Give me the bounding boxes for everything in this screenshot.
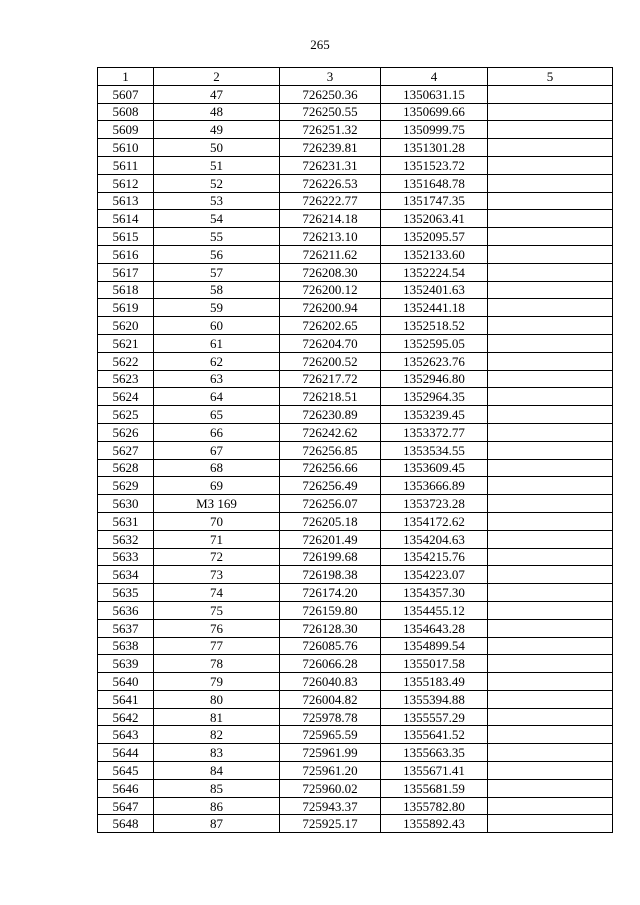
x-coordinate-cell: 726200.52 bbox=[280, 352, 381, 370]
table-row bbox=[98, 815, 613, 833]
note-cell bbox=[488, 512, 613, 530]
y-coordinate-cell: 1352133.60 bbox=[381, 245, 488, 263]
point-number-cell: 58 bbox=[154, 281, 280, 299]
y-coordinate-cell: 1352595.05 bbox=[381, 334, 488, 352]
y-coordinate-cell: 1355892.43 bbox=[381, 815, 488, 833]
y-coordinate-cell: 1352964.35 bbox=[381, 388, 488, 406]
table-row bbox=[98, 317, 613, 335]
table-row bbox=[98, 744, 613, 762]
y-coordinate-cell: 1352946.80 bbox=[381, 370, 488, 388]
point-number-cell: 49 bbox=[154, 121, 280, 139]
note-cell bbox=[488, 708, 613, 726]
y-coordinate-cell: 1354223.07 bbox=[381, 566, 488, 584]
x-coordinate-cell: 726205.18 bbox=[280, 512, 381, 530]
table-row bbox=[98, 334, 613, 352]
row-number-cell: 5637 bbox=[98, 619, 154, 637]
row-number-cell: 5609 bbox=[98, 121, 154, 139]
table-header bbox=[98, 68, 613, 86]
point-number-cell: 56 bbox=[154, 245, 280, 263]
note-cell bbox=[488, 174, 613, 192]
table-row bbox=[98, 797, 613, 815]
point-number-cell: 69 bbox=[154, 477, 280, 495]
point-number-cell: 50 bbox=[154, 139, 280, 157]
row-number-cell: 5632 bbox=[98, 530, 154, 548]
point-number-cell: 84 bbox=[154, 762, 280, 780]
table-row bbox=[98, 423, 613, 441]
y-coordinate-cell: 1355394.88 bbox=[381, 690, 488, 708]
note-cell bbox=[488, 245, 613, 263]
column-header-2: 2 bbox=[154, 68, 280, 86]
x-coordinate-cell: 726222.77 bbox=[280, 192, 381, 210]
table-row bbox=[98, 548, 613, 566]
row-number-cell: 5646 bbox=[98, 779, 154, 797]
table-row bbox=[98, 708, 613, 726]
x-coordinate-cell: 726198.38 bbox=[280, 566, 381, 584]
point-number-cell: 51 bbox=[154, 156, 280, 174]
x-coordinate-cell: 726217.72 bbox=[280, 370, 381, 388]
row-number-cell: 5648 bbox=[98, 815, 154, 833]
point-number-cell: 59 bbox=[154, 299, 280, 317]
point-number-cell: 80 bbox=[154, 690, 280, 708]
y-coordinate-cell: 1352441.18 bbox=[381, 299, 488, 317]
row-number-cell: 5643 bbox=[98, 726, 154, 744]
y-coordinate-cell: 1353723.28 bbox=[381, 495, 488, 513]
y-coordinate-cell: 1353609.45 bbox=[381, 459, 488, 477]
x-coordinate-cell: 726256.66 bbox=[280, 459, 381, 477]
point-number-cell: 55 bbox=[154, 228, 280, 246]
y-coordinate-cell: 1354172.62 bbox=[381, 512, 488, 530]
row-number-cell: 5638 bbox=[98, 637, 154, 655]
point-number-cell: 61 bbox=[154, 334, 280, 352]
note-cell bbox=[488, 228, 613, 246]
y-coordinate-cell: 1355671.41 bbox=[381, 762, 488, 780]
point-number-cell: 65 bbox=[154, 406, 280, 424]
point-number-cell: 83 bbox=[154, 744, 280, 762]
row-number-cell: 5635 bbox=[98, 584, 154, 602]
row-number-cell: 5645 bbox=[98, 762, 154, 780]
x-coordinate-cell: 726159.80 bbox=[280, 601, 381, 619]
table-row bbox=[98, 121, 613, 139]
table-row bbox=[98, 619, 613, 637]
point-number-cell: 85 bbox=[154, 779, 280, 797]
point-number-cell: 60 bbox=[154, 317, 280, 335]
row-number-cell: 5639 bbox=[98, 655, 154, 673]
row-number-cell: 5630 bbox=[98, 495, 154, 513]
row-number-cell: 5622 bbox=[98, 352, 154, 370]
table-row bbox=[98, 726, 613, 744]
x-coordinate-cell: 726256.49 bbox=[280, 477, 381, 495]
row-number-cell: 5618 bbox=[98, 281, 154, 299]
note-cell bbox=[488, 263, 613, 281]
row-number-cell: 5620 bbox=[98, 317, 154, 335]
x-coordinate-cell: 726231.31 bbox=[280, 156, 381, 174]
table-row bbox=[98, 299, 613, 317]
note-cell bbox=[488, 103, 613, 121]
y-coordinate-cell: 1355641.52 bbox=[381, 726, 488, 744]
point-number-cell: 75 bbox=[154, 601, 280, 619]
table-row bbox=[98, 85, 613, 103]
y-coordinate-cell: 1352224.54 bbox=[381, 263, 488, 281]
y-coordinate-cell: 1355183.49 bbox=[381, 673, 488, 691]
y-coordinate-cell: 1354455.12 bbox=[381, 601, 488, 619]
note-cell bbox=[488, 423, 613, 441]
row-number-cell: 5617 bbox=[98, 263, 154, 281]
x-coordinate-cell: 726239.81 bbox=[280, 139, 381, 157]
table-row bbox=[98, 477, 613, 495]
point-number-cell: 74 bbox=[154, 584, 280, 602]
row-number-cell: 5626 bbox=[98, 423, 154, 441]
y-coordinate-cell: 1351648.78 bbox=[381, 174, 488, 192]
point-number-cell: 81 bbox=[154, 708, 280, 726]
note-cell bbox=[488, 637, 613, 655]
note-cell bbox=[488, 156, 613, 174]
table-row bbox=[98, 281, 613, 299]
column-header-1: 1 bbox=[98, 68, 154, 86]
page-number: 265 bbox=[310, 37, 330, 52]
y-coordinate-cell: 1354215.76 bbox=[381, 548, 488, 566]
table-row bbox=[98, 192, 613, 210]
point-number-cell: 70 bbox=[154, 512, 280, 530]
row-number-cell: 5631 bbox=[98, 512, 154, 530]
note-cell bbox=[488, 388, 613, 406]
table-row bbox=[98, 673, 613, 691]
x-coordinate-cell: 726250.55 bbox=[280, 103, 381, 121]
column-header-4: 4 bbox=[381, 68, 488, 86]
note-cell bbox=[488, 601, 613, 619]
x-coordinate-cell: 726226.53 bbox=[280, 174, 381, 192]
row-number-cell: 5641 bbox=[98, 690, 154, 708]
point-number-cell: 71 bbox=[154, 530, 280, 548]
row-number-cell: 5629 bbox=[98, 477, 154, 495]
table-row bbox=[98, 584, 613, 602]
note-cell bbox=[488, 370, 613, 388]
row-number-cell: 5644 bbox=[98, 744, 154, 762]
x-coordinate-cell: 726174.20 bbox=[280, 584, 381, 602]
x-coordinate-cell: 726242.62 bbox=[280, 423, 381, 441]
table-row bbox=[98, 139, 613, 157]
row-number-cell: 5611 bbox=[98, 156, 154, 174]
point-number-cell: 62 bbox=[154, 352, 280, 370]
x-coordinate-cell: 726251.32 bbox=[280, 121, 381, 139]
note-cell bbox=[488, 459, 613, 477]
y-coordinate-cell: 1354357.30 bbox=[381, 584, 488, 602]
table-row bbox=[98, 156, 613, 174]
x-coordinate-cell: 726199.68 bbox=[280, 548, 381, 566]
table-row bbox=[98, 601, 613, 619]
x-coordinate-cell: 726204.70 bbox=[280, 334, 381, 352]
x-coordinate-cell: 726250.36 bbox=[280, 85, 381, 103]
y-coordinate-cell: 1353666.89 bbox=[381, 477, 488, 495]
y-coordinate-cell: 1352095.57 bbox=[381, 228, 488, 246]
x-coordinate-cell: 726214.18 bbox=[280, 210, 381, 228]
point-number-cell: 64 bbox=[154, 388, 280, 406]
table-row bbox=[98, 512, 613, 530]
note-cell bbox=[488, 797, 613, 815]
point-number-cell: 73 bbox=[154, 566, 280, 584]
row-number-cell: 5636 bbox=[98, 601, 154, 619]
note-cell bbox=[488, 139, 613, 157]
note-cell bbox=[488, 441, 613, 459]
x-coordinate-cell: 726208.30 bbox=[280, 263, 381, 281]
point-number-cell: 66 bbox=[154, 423, 280, 441]
y-coordinate-cell: 1355782.80 bbox=[381, 797, 488, 815]
table-row bbox=[98, 762, 613, 780]
y-coordinate-cell: 1350631.15 bbox=[381, 85, 488, 103]
y-coordinate-cell: 1355017.58 bbox=[381, 655, 488, 673]
y-coordinate-cell: 1352623.76 bbox=[381, 352, 488, 370]
x-coordinate-cell: 725925.17 bbox=[280, 815, 381, 833]
table-row bbox=[98, 459, 613, 477]
y-coordinate-cell: 1354899.54 bbox=[381, 637, 488, 655]
table-row bbox=[98, 103, 613, 121]
note-cell bbox=[488, 548, 613, 566]
note-cell bbox=[488, 566, 613, 584]
table-row bbox=[98, 690, 613, 708]
x-coordinate-cell: 726200.12 bbox=[280, 281, 381, 299]
row-number-cell: 5608 bbox=[98, 103, 154, 121]
row-number-cell: 5621 bbox=[98, 334, 154, 352]
x-coordinate-cell: 726202.65 bbox=[280, 317, 381, 335]
point-number-cell: 78 bbox=[154, 655, 280, 673]
y-coordinate-cell: 1352401.63 bbox=[381, 281, 488, 299]
x-coordinate-cell: 725978.78 bbox=[280, 708, 381, 726]
table-row bbox=[98, 530, 613, 548]
point-number-cell: 48 bbox=[154, 103, 280, 121]
x-coordinate-cell: 726256.85 bbox=[280, 441, 381, 459]
x-coordinate-cell: 726230.89 bbox=[280, 406, 381, 424]
x-coordinate-cell: 726218.51 bbox=[280, 388, 381, 406]
row-number-cell: 5619 bbox=[98, 299, 154, 317]
point-number-cell: 47 bbox=[154, 85, 280, 103]
note-cell bbox=[488, 210, 613, 228]
row-number-cell: 5640 bbox=[98, 673, 154, 691]
table-row bbox=[98, 566, 613, 584]
y-coordinate-cell: 1355663.35 bbox=[381, 744, 488, 762]
table-row bbox=[98, 406, 613, 424]
point-number-cell: 76 bbox=[154, 619, 280, 637]
row-number-cell: 5634 bbox=[98, 566, 154, 584]
note-cell bbox=[488, 477, 613, 495]
row-number-cell: 5613 bbox=[98, 192, 154, 210]
x-coordinate-cell: 725961.99 bbox=[280, 744, 381, 762]
point-number-cell: 67 bbox=[154, 441, 280, 459]
y-coordinate-cell: 1352063.41 bbox=[381, 210, 488, 228]
table-row bbox=[98, 637, 613, 655]
y-coordinate-cell: 1352518.52 bbox=[381, 317, 488, 335]
point-number-cell: МЗ 169 bbox=[154, 495, 280, 513]
note-cell bbox=[488, 85, 613, 103]
y-coordinate-cell: 1353534.55 bbox=[381, 441, 488, 459]
x-coordinate-cell: 726040.83 bbox=[280, 673, 381, 691]
x-coordinate-cell: 726213.10 bbox=[280, 228, 381, 246]
point-number-cell: 79 bbox=[154, 673, 280, 691]
table-row bbox=[98, 352, 613, 370]
x-coordinate-cell: 725943.37 bbox=[280, 797, 381, 815]
table-row bbox=[98, 779, 613, 797]
note-cell bbox=[488, 744, 613, 762]
y-coordinate-cell: 1353372.77 bbox=[381, 423, 488, 441]
x-coordinate-cell: 725960.02 bbox=[280, 779, 381, 797]
row-number-cell: 5625 bbox=[98, 406, 154, 424]
table-row bbox=[98, 388, 613, 406]
table-row bbox=[98, 263, 613, 281]
y-coordinate-cell: 1355681.59 bbox=[381, 779, 488, 797]
row-number-cell: 5623 bbox=[98, 370, 154, 388]
row-number-cell: 5614 bbox=[98, 210, 154, 228]
note-cell bbox=[488, 530, 613, 548]
note-cell bbox=[488, 619, 613, 637]
point-number-cell: 77 bbox=[154, 637, 280, 655]
note-cell bbox=[488, 334, 613, 352]
note-cell bbox=[488, 121, 613, 139]
x-coordinate-cell: 726201.49 bbox=[280, 530, 381, 548]
note-cell bbox=[488, 495, 613, 513]
x-coordinate-cell: 726066.28 bbox=[280, 655, 381, 673]
note-cell bbox=[488, 299, 613, 317]
x-coordinate-cell: 725961.20 bbox=[280, 762, 381, 780]
x-coordinate-cell: 726211.62 bbox=[280, 245, 381, 263]
y-coordinate-cell: 1355557.29 bbox=[381, 708, 488, 726]
note-cell bbox=[488, 352, 613, 370]
point-number-cell: 68 bbox=[154, 459, 280, 477]
table-body bbox=[98, 85, 613, 832]
header-row bbox=[98, 68, 613, 86]
table-row bbox=[98, 245, 613, 263]
row-number-cell: 5627 bbox=[98, 441, 154, 459]
y-coordinate-cell: 1351523.72 bbox=[381, 156, 488, 174]
y-coordinate-cell: 1350999.75 bbox=[381, 121, 488, 139]
row-number-cell: 5633 bbox=[98, 548, 154, 566]
x-coordinate-cell: 726200.94 bbox=[280, 299, 381, 317]
table-row bbox=[98, 441, 613, 459]
table-row bbox=[98, 655, 613, 673]
note-cell bbox=[488, 655, 613, 673]
note-cell bbox=[488, 726, 613, 744]
y-coordinate-cell: 1354204.63 bbox=[381, 530, 488, 548]
note-cell bbox=[488, 762, 613, 780]
point-number-cell: 63 bbox=[154, 370, 280, 388]
x-coordinate-cell: 726128.30 bbox=[280, 619, 381, 637]
point-number-cell: 57 bbox=[154, 263, 280, 281]
column-header-5: 5 bbox=[488, 68, 613, 86]
note-cell bbox=[488, 815, 613, 833]
note-cell bbox=[488, 192, 613, 210]
point-number-cell: 87 bbox=[154, 815, 280, 833]
row-number-cell: 5624 bbox=[98, 388, 154, 406]
note-cell bbox=[488, 584, 613, 602]
table-row bbox=[98, 370, 613, 388]
point-number-cell: 53 bbox=[154, 192, 280, 210]
row-number-cell: 5642 bbox=[98, 708, 154, 726]
table-row bbox=[98, 228, 613, 246]
row-number-cell: 5615 bbox=[98, 228, 154, 246]
row-number-cell: 5647 bbox=[98, 797, 154, 815]
x-coordinate-cell: 725965.59 bbox=[280, 726, 381, 744]
y-coordinate-cell: 1354643.28 bbox=[381, 619, 488, 637]
point-number-cell: 54 bbox=[154, 210, 280, 228]
column-header-3: 3 bbox=[280, 68, 381, 86]
note-cell bbox=[488, 317, 613, 335]
table-row bbox=[98, 210, 613, 228]
y-coordinate-cell: 1351301.28 bbox=[381, 139, 488, 157]
table-row bbox=[98, 174, 613, 192]
row-number-cell: 5610 bbox=[98, 139, 154, 157]
table-row bbox=[98, 495, 613, 513]
point-number-cell: 52 bbox=[154, 174, 280, 192]
note-cell bbox=[488, 779, 613, 797]
note-cell bbox=[488, 690, 613, 708]
coordinates-table bbox=[97, 67, 613, 833]
point-number-cell: 86 bbox=[154, 797, 280, 815]
y-coordinate-cell: 1350699.66 bbox=[381, 103, 488, 121]
x-coordinate-cell: 726256.07 bbox=[280, 495, 381, 513]
row-number-cell: 5607 bbox=[98, 85, 154, 103]
point-number-cell: 72 bbox=[154, 548, 280, 566]
note-cell bbox=[488, 406, 613, 424]
x-coordinate-cell: 726085.76 bbox=[280, 637, 381, 655]
row-number-cell: 5616 bbox=[98, 245, 154, 263]
row-number-cell: 5628 bbox=[98, 459, 154, 477]
x-coordinate-cell: 726004.82 bbox=[280, 690, 381, 708]
y-coordinate-cell: 1351747.35 bbox=[381, 192, 488, 210]
point-number-cell: 82 bbox=[154, 726, 280, 744]
note-cell bbox=[488, 673, 613, 691]
note-cell bbox=[488, 281, 613, 299]
row-number-cell: 5612 bbox=[98, 174, 154, 192]
y-coordinate-cell: 1353239.45 bbox=[381, 406, 488, 424]
